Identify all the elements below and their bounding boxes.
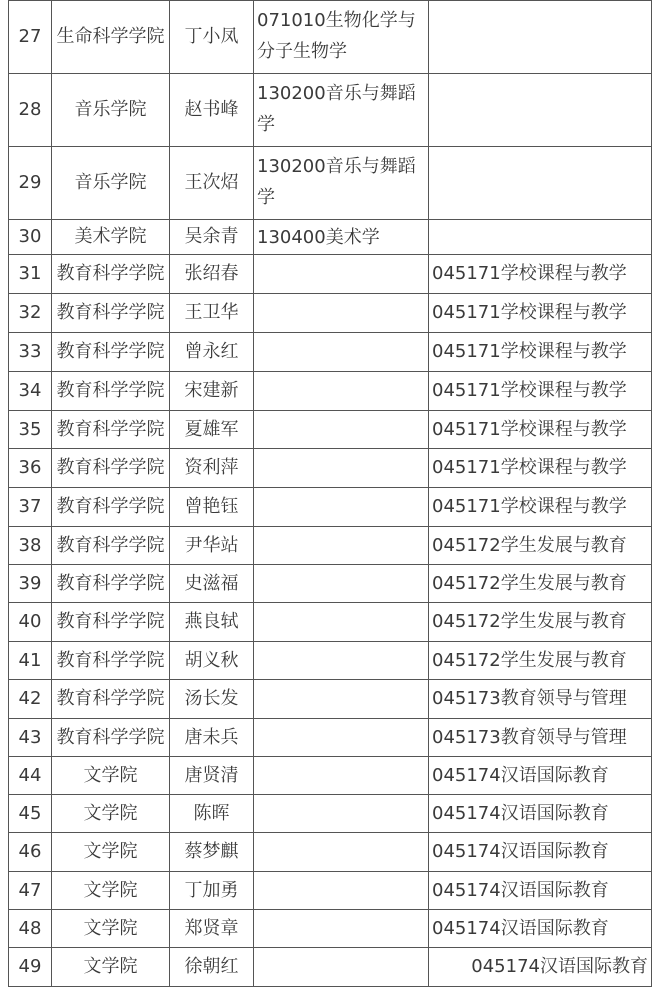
- supervisor-name-cell: 王次炤: [170, 147, 254, 220]
- table-row: [9, 757, 652, 795]
- row-number-cell: 46: [9, 833, 52, 872]
- college-cell: 教育科学学院: [52, 603, 170, 642]
- supervisor-name-cell: 张绍春: [170, 255, 254, 294]
- college-cell: 教育科学学院: [52, 488, 170, 527]
- supervisor-name-cell: 丁小凤: [170, 1, 254, 74]
- supervisor-name-cell: 尹华站: [170, 527, 254, 565]
- supervisor-name-cell: 王卫华: [170, 294, 254, 333]
- college-cell: 教育科学学院: [52, 680, 170, 719]
- supervisor-name-cell: 宋建新: [170, 372, 254, 411]
- table-row: [9, 719, 652, 757]
- supervisor-name-cell: 曾永红: [170, 333, 254, 372]
- table-row: [9, 642, 652, 680]
- supervisor-name-cell: 蔡梦麒: [170, 833, 254, 872]
- academic-degree-cell: [254, 333, 429, 372]
- supervisor-name-cell: 赵书峰: [170, 74, 254, 147]
- academic-degree-cell: [254, 948, 429, 987]
- academic-degree-cell: [254, 255, 429, 294]
- professional-degree-cell: 045171学校课程与教学: [429, 449, 652, 488]
- academic-degree-cell: [254, 488, 429, 527]
- supervisor-name-cell: 吴余青: [170, 220, 254, 255]
- college-cell: 教育科学学院: [52, 719, 170, 757]
- row-number-cell: 38: [9, 527, 52, 565]
- academic-degree-cell: [254, 719, 429, 757]
- row-number-cell: 35: [9, 411, 52, 449]
- row-number-cell: 43: [9, 719, 52, 757]
- table-row: [9, 527, 652, 565]
- professional-degree-cell: 045172学生发展与教育: [429, 565, 652, 603]
- professional-degree-cell: 045171学校课程与教学: [429, 255, 652, 294]
- row-number-cell: 33: [9, 333, 52, 372]
- professional-degree-cell: 045171学校课程与教学: [429, 333, 652, 372]
- college-cell: 文学院: [52, 910, 170, 948]
- row-number-cell: 31: [9, 255, 52, 294]
- supervisor-name-cell: 资利萍: [170, 449, 254, 488]
- table-row: [9, 1, 652, 74]
- college-cell: 教育科学学院: [52, 527, 170, 565]
- supervisor-name-cell: 汤长发: [170, 680, 254, 719]
- college-cell: 教育科学学院: [52, 372, 170, 411]
- academic-degree-cell: [254, 642, 429, 680]
- table-row: [9, 74, 652, 147]
- table-row: [9, 795, 652, 833]
- row-number-cell: 37: [9, 488, 52, 527]
- college-cell: 文学院: [52, 833, 170, 872]
- academic-degree-cell: 130200音乐与舞蹈学: [254, 74, 429, 147]
- supervisor-name-cell: 唐贤清: [170, 757, 254, 795]
- professional-degree-cell: 045174汉语国际教育: [429, 833, 652, 872]
- row-number-cell: 42: [9, 680, 52, 719]
- row-number-cell: 49: [9, 948, 52, 987]
- table-row: [9, 680, 652, 719]
- table-row: [9, 333, 652, 372]
- professional-degree-cell: 045171学校课程与教学: [429, 294, 652, 333]
- college-cell: 教育科学学院: [52, 294, 170, 333]
- table-row: [9, 565, 652, 603]
- college-cell: 文学院: [52, 757, 170, 795]
- table-row: [9, 910, 652, 948]
- professional-degree-cell: 045172学生发展与教育: [429, 642, 652, 680]
- supervisor-table: [8, 0, 652, 987]
- row-number-cell: 30: [9, 220, 52, 255]
- supervisor-name-cell: 曾艳钰: [170, 488, 254, 527]
- professional-degree-cell: 045171学校课程与教学: [429, 411, 652, 449]
- academic-degree-cell: [254, 372, 429, 411]
- row-number-cell: 32: [9, 294, 52, 333]
- professional-degree-cell: [429, 1, 652, 74]
- academic-degree-cell: [254, 872, 429, 910]
- row-number-cell: 36: [9, 449, 52, 488]
- table-row: [9, 372, 652, 411]
- academic-degree-cell: 130200音乐与舞蹈学: [254, 147, 429, 220]
- supervisor-name-cell: 陈晖: [170, 795, 254, 833]
- supervisor-name-cell: 徐朝红: [170, 948, 254, 987]
- professional-degree-cell: 045171学校课程与教学: [429, 372, 652, 411]
- academic-degree-cell: [254, 795, 429, 833]
- professional-degree-cell: 045174汉语国际教育: [429, 795, 652, 833]
- row-number-cell: 27: [9, 1, 52, 74]
- supervisor-name-cell: 燕良轼: [170, 603, 254, 642]
- supervisor-name-cell: 夏雄军: [170, 411, 254, 449]
- college-cell: 教育科学学院: [52, 565, 170, 603]
- table-row: [9, 294, 652, 333]
- professional-degree-cell: 045173教育领导与管理: [429, 680, 652, 719]
- professional-degree-cell: [429, 74, 652, 147]
- table-row: [9, 603, 652, 642]
- academic-degree-cell: [254, 603, 429, 642]
- row-number-cell: 28: [9, 74, 52, 147]
- professional-degree-cell: 045174汉语国际教育: [429, 948, 652, 987]
- table-body: [9, 1, 652, 987]
- professional-degree-cell: [429, 220, 652, 255]
- professional-degree-cell: 045174汉语国际教育: [429, 872, 652, 910]
- table-row: [9, 872, 652, 910]
- academic-degree-cell: [254, 910, 429, 948]
- college-cell: 教育科学学院: [52, 411, 170, 449]
- row-number-cell: 41: [9, 642, 52, 680]
- college-cell: 文学院: [52, 948, 170, 987]
- row-number-cell: 48: [9, 910, 52, 948]
- row-number-cell: 39: [9, 565, 52, 603]
- professional-degree-cell: 045171学校课程与教学: [429, 488, 652, 527]
- row-number-cell: 40: [9, 603, 52, 642]
- academic-degree-cell: [254, 294, 429, 333]
- table-row: [9, 833, 652, 872]
- professional-degree-cell: 045174汉语国际教育: [429, 757, 652, 795]
- row-number-cell: 47: [9, 872, 52, 910]
- supervisor-name-cell: 唐未兵: [170, 719, 254, 757]
- table-row: [9, 449, 652, 488]
- professional-degree-cell: 045172学生发展与教育: [429, 603, 652, 642]
- college-cell: 生命科学学院: [52, 1, 170, 74]
- row-number-cell: 44: [9, 757, 52, 795]
- college-cell: 教育科学学院: [52, 255, 170, 294]
- table-row: [9, 147, 652, 220]
- table-row: [9, 411, 652, 449]
- row-number-cell: 29: [9, 147, 52, 220]
- supervisor-name-cell: 胡义秋: [170, 642, 254, 680]
- college-cell: 音乐学院: [52, 147, 170, 220]
- supervisor-name-cell: 史滋福: [170, 565, 254, 603]
- college-cell: 教育科学学院: [52, 642, 170, 680]
- college-cell: 教育科学学院: [52, 449, 170, 488]
- academic-degree-cell: [254, 565, 429, 603]
- academic-degree-cell: [254, 411, 429, 449]
- table-row: [9, 488, 652, 527]
- table-row: [9, 255, 652, 294]
- academic-degree-cell: 130400美术学: [254, 220, 429, 255]
- professional-degree-cell: 045173教育领导与管理: [429, 719, 652, 757]
- college-cell: 音乐学院: [52, 74, 170, 147]
- row-number-cell: 34: [9, 372, 52, 411]
- academic-degree-cell: [254, 757, 429, 795]
- table-row: [9, 948, 652, 987]
- academic-degree-cell: [254, 449, 429, 488]
- academic-degree-cell: [254, 680, 429, 719]
- professional-degree-cell: 045172学生发展与教育: [429, 527, 652, 565]
- college-cell: 教育科学学院: [52, 333, 170, 372]
- row-number-cell: 45: [9, 795, 52, 833]
- professional-degree-cell: 045174汉语国际教育: [429, 910, 652, 948]
- academic-degree-cell: 071010生物化学与分子生物学: [254, 1, 429, 74]
- college-cell: 文学院: [52, 872, 170, 910]
- college-cell: 美术学院: [52, 220, 170, 255]
- table-row: [9, 220, 652, 255]
- academic-degree-cell: [254, 527, 429, 565]
- supervisor-name-cell: 郑贤章: [170, 910, 254, 948]
- academic-degree-cell: [254, 833, 429, 872]
- professional-degree-cell: [429, 147, 652, 220]
- college-cell: 文学院: [52, 795, 170, 833]
- supervisor-name-cell: 丁加勇: [170, 872, 254, 910]
